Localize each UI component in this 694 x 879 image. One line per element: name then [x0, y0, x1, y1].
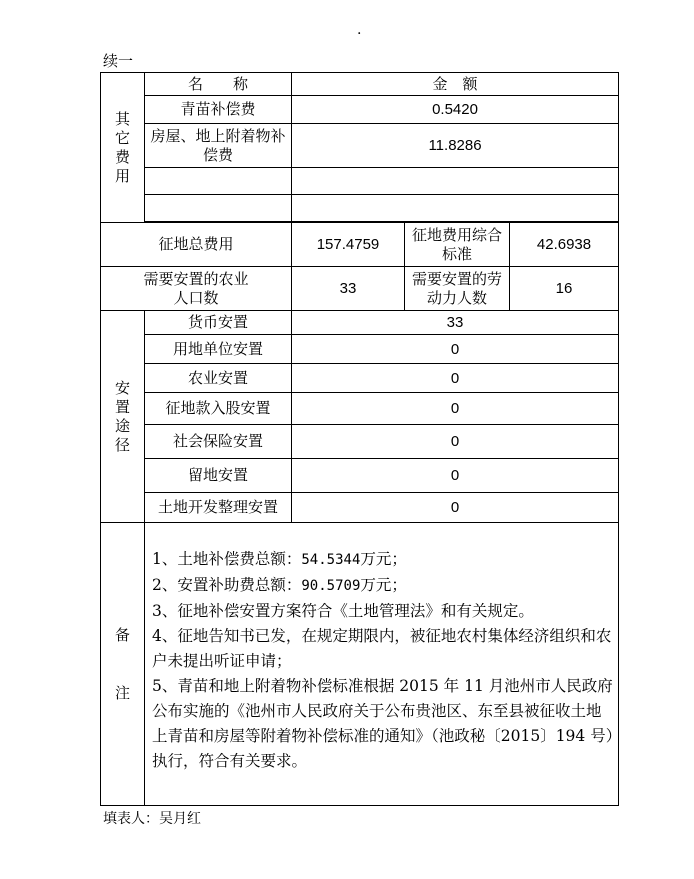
table-row	[101, 425, 619, 459]
resettlement-value: 0	[292, 459, 619, 493]
table-row	[101, 311, 619, 335]
resettlement-value: 33	[292, 311, 619, 335]
resettlement-section-label: 安 置 途 径	[101, 311, 145, 523]
table-row	[101, 364, 619, 393]
fee-amount	[292, 168, 619, 195]
filler-label: 填表人：吴月红	[103, 811, 201, 827]
fee-amount	[292, 195, 619, 222]
population-row	[101, 267, 619, 311]
fee-name: 青苗补偿费	[145, 96, 292, 124]
top-mark: .	[357, 22, 362, 38]
total-fee-value: 157.4759	[292, 223, 405, 267]
standard-label: 征地费用综合标准	[405, 223, 510, 267]
resettlement-name: 征地款入股安置	[145, 393, 292, 425]
remark-line-2: 2、安置补助费总额：90.5709万元；	[152, 576, 407, 594]
labor-value: 16	[510, 267, 619, 311]
table-row	[101, 393, 619, 425]
total-fee-label: 征地总费用	[101, 223, 292, 267]
total-row	[101, 223, 619, 267]
resettlement-name: 农业安置	[145, 364, 292, 393]
compensation-table	[100, 72, 619, 806]
table-row	[101, 459, 619, 493]
table-row	[101, 124, 619, 168]
table-row	[101, 335, 619, 364]
resettlement-name: 留地安置	[145, 459, 292, 493]
header-name: 名 称	[145, 73, 292, 96]
remarks-content	[145, 523, 619, 806]
fee-amount: 11.8286	[292, 124, 619, 168]
standard-value: 42.6938	[510, 223, 619, 267]
fee-name	[145, 195, 292, 222]
table-row	[101, 195, 619, 222]
table-row	[101, 168, 619, 195]
table-row	[101, 96, 619, 124]
continued-label: 续一	[103, 52, 134, 70]
fee-amount: 0.5420	[292, 96, 619, 124]
resettlement-value: 0	[292, 393, 619, 425]
remarks-row	[101, 523, 619, 806]
remark-line-1: 1、土地补偿费总额：54.5344万元；	[152, 550, 407, 568]
other-fees-section-label: 其 它 费 用	[101, 73, 145, 223]
resettlement-name: 社会保险安置	[145, 425, 292, 459]
remarks-section-label: 备 注	[101, 523, 145, 806]
table-header-row	[101, 73, 619, 96]
resettlement-value: 0	[292, 493, 619, 523]
agri-pop-label: 需要安置的农业人口数	[101, 267, 292, 311]
remark-line-3: 3、征地补偿安置方案符合《土地管理法》和有关规定。	[152, 602, 534, 620]
resettlement-name: 土地开发整理安置	[145, 493, 292, 523]
header-amount: 金 额	[292, 73, 619, 96]
fee-name	[145, 168, 292, 195]
resettlement-name: 用地单位安置	[145, 335, 292, 364]
labor-label: 需要安置的劳动力人数	[405, 267, 510, 311]
table-row	[101, 493, 619, 523]
resettlement-name: 货币安置	[145, 311, 292, 335]
resettlement-value: 0	[292, 425, 619, 459]
remark-line-5: 5、青苗和地上附着物补偿标准根据 2015 年 11 月池州市人民政府公布实施的《池州市人民政府关于公布贵池区、东至县被征收土地上青苗和房屋等附着物补偿标准的通知》（池政秘〔2015〕194 号）执行，符合有关要求。	[152, 677, 614, 770]
resettlement-value: 0	[292, 335, 619, 364]
remark-line-4: 4、征地告知书已发，在规定期限内，被征地农村集体经济组织和农户未提出听证申请；	[152, 627, 612, 670]
agri-pop-value: 33	[292, 267, 405, 311]
fee-name: 房屋、地上附着物补偿费	[145, 124, 292, 168]
resettlement-value: 0	[292, 364, 619, 393]
